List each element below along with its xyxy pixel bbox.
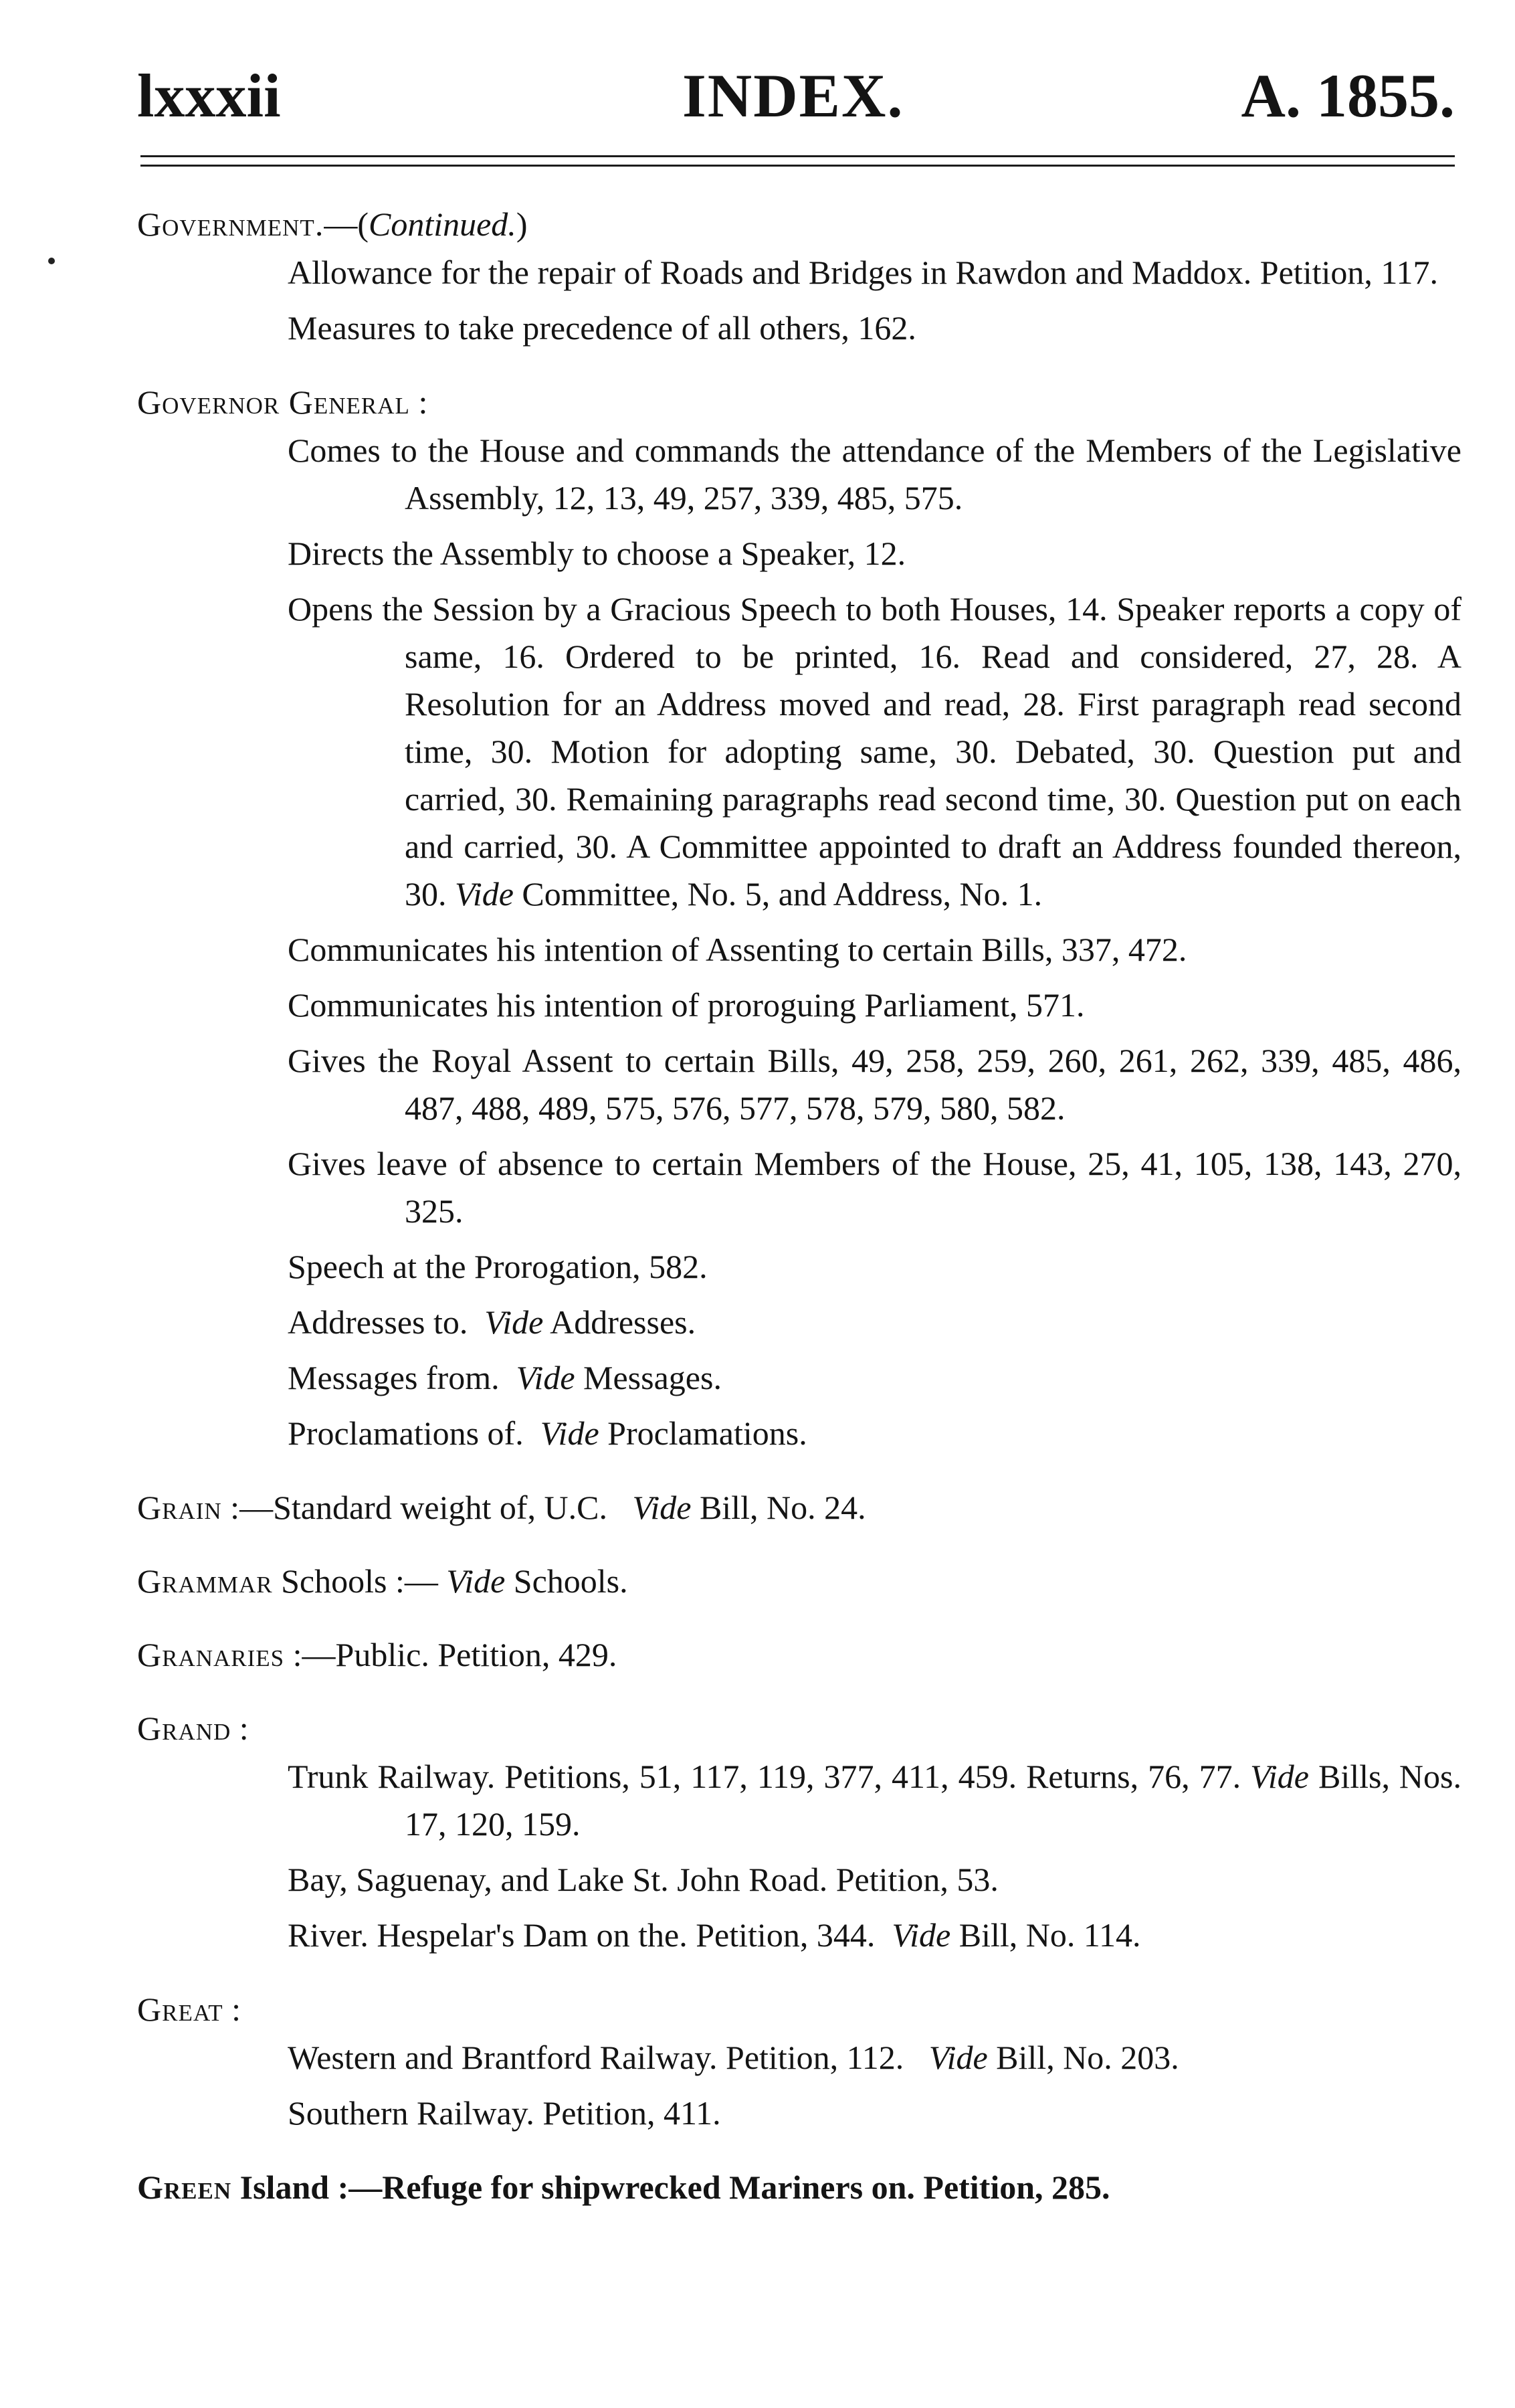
- heading-green-island: Green Island :—Refuge for shipwrecked Mariners on. Petition, 285.: [137, 2168, 1110, 2206]
- heading-governor-general: Governor General :: [137, 383, 428, 421]
- header-rule-bottom: [140, 165, 1455, 167]
- heading-term: Grammar: [137, 1562, 273, 1600]
- index-entry: [288, 1354, 1461, 1402]
- header-rule-top: [140, 155, 1455, 157]
- index-entry: [288, 1753, 1461, 1848]
- entry-text: Addresses.: [550, 1303, 696, 1341]
- heading-term: Granaries: [137, 1636, 285, 1673]
- index-body: [137, 201, 1461, 2211]
- index-entry: [288, 1299, 1461, 1346]
- entry-text: Refuge for shipwrecked Mariners on. Petition, 285.: [382, 2168, 1110, 2206]
- vide-ref: Vide: [632, 1489, 692, 1526]
- entry-text: Schools.: [513, 1562, 628, 1600]
- index-entry: Speech at the Prorogation, 582.: [288, 1248, 708, 1285]
- heading-government: Government.—(Continued.): [137, 205, 528, 243]
- continued-label: Continued.: [368, 205, 516, 243]
- index-entry: [288, 1912, 1461, 1959]
- page-number: lxxxii: [137, 62, 281, 130]
- index-entry: Gives the Royal Assent to certain Bills, 49, 258, 259, 260, 261, 262, 339, 485, 486, 487, 488, 489, 575, 576, 577, 578, 579, 580, 582.: [288, 1042, 1461, 1127]
- heading-term: Government.: [137, 205, 324, 243]
- entry-text: Committee, No. 5, and Address, No. 1.: [522, 875, 1043, 913]
- page-year: A. 1855.: [1241, 62, 1455, 130]
- entry-text: Bills, Nos. 17, 120, 159.: [405, 1758, 1461, 1843]
- heading-term: Green: [137, 2168, 232, 2206]
- heading-term: Great: [137, 1990, 223, 2028]
- heading-granaries: Granaries :—Public. Petition, 429.: [137, 1636, 617, 1673]
- vide-ref: Vide: [484, 1303, 544, 1341]
- entry-text: Standard weight of, U.C.: [273, 1489, 608, 1526]
- vide-ref: Vide: [516, 1359, 575, 1396]
- heading-grain: Grain :—Standard weight of, U.C. Vide Bill, No. 24.: [137, 1489, 866, 1526]
- index-entry: Allowance for the repair of Roads and Bridges in Rawdon and Maddox. Petition, 117.: [288, 254, 1439, 291]
- entry-text: Trunk Railway. Petitions, 51, 117, 119, 377, 411, 459. Returns, 76, 77.: [288, 1758, 1241, 1795]
- vide-ref: Vide: [1250, 1758, 1309, 1795]
- entry-text: Messages from.: [288, 1359, 500, 1396]
- entry-text: Bill, No. 24.: [699, 1489, 866, 1526]
- entry-text: Bill, No. 203.: [996, 2039, 1179, 2076]
- entry-text: Proclamations of.: [288, 1414, 524, 1452]
- heading-grammar-schools: Grammar Schools :— Vide Schools.: [137, 1562, 628, 1600]
- entry-text: Proclamations.: [607, 1414, 807, 1452]
- heading-term: Grand: [137, 1709, 231, 1747]
- heading-grand: Grand :: [137, 1709, 249, 1747]
- entry-text: Messages.: [583, 1359, 722, 1396]
- page-header: [137, 47, 1455, 130]
- entry-text: Public. Petition, 429.: [335, 1636, 617, 1673]
- index-entry: Communicates his intention of proroguing Parliament, 571.: [288, 986, 1085, 1024]
- heading-term: Governor General: [137, 383, 410, 421]
- page-title: INDEX.: [682, 62, 904, 130]
- index-entry: Bay, Saguenay, and Lake St. John Road. Petition, 53.: [288, 1861, 999, 1898]
- heading-term-rest: Schools: [281, 1562, 387, 1600]
- margin-dot: [48, 258, 55, 264]
- index-entry: [288, 585, 1461, 918]
- index-entry: Gives leave of absence to certain Members of the House, 25, 41, 105, 138, 143, 270, 325.: [288, 1145, 1461, 1230]
- vide-ref: Vide: [446, 1562, 506, 1600]
- vide-ref: Vide: [892, 1916, 951, 1954]
- entry-text: Addresses to.: [288, 1303, 468, 1341]
- heading-great: Great :: [137, 1990, 241, 2028]
- index-entry: Measures to take precedence of all others, 162.: [288, 309, 916, 347]
- entry-text: Western and Brantford Railway. Petition, 112.: [288, 2039, 904, 2076]
- heading-term-rest: Island: [239, 2168, 330, 2206]
- index-entry: Directs the Assembly to choose a Speaker, 12.: [288, 535, 906, 572]
- vide-ref: Vide: [455, 875, 514, 913]
- vide-ref: Vide: [540, 1414, 599, 1452]
- vide-ref: Vide: [928, 2039, 988, 2076]
- index-entry: [288, 1410, 1461, 1457]
- index-entry: [288, 2034, 1461, 2081]
- entry-text: Opens the Session by a Gracious Speech to both Houses, 14. Speaker reports a copy of same, 16. Ordered to be printed, 16. Read and considered, 27, 28. A Resolution for an Address moved and read, 28. First paragraph read second time, 30. Motion for adopting same, 30. Debated, 30. Question put and carried, 30. Remaining paragraphs read second time, 30. Question put on each and carried, 30. A Committee appointed to draft an Address founded thereon, 30.: [288, 590, 1461, 913]
- index-entry: Comes to the House and commands the attendance of the Members of the Legislative Assembly, 12, 13, 49, 257, 339, 485, 575.: [288, 432, 1461, 517]
- heading-term: Grain: [137, 1489, 222, 1526]
- index-entry: Communicates his intention of Assenting to certain Bills, 337, 472.: [288, 931, 1187, 968]
- entry-text: River. Hespelar's Dam on the. Petition, 344.: [288, 1916, 876, 1954]
- index-entry: Southern Railway. Petition, 411.: [288, 2094, 721, 2132]
- entry-text: Bill, No. 114.: [958, 1916, 1141, 1954]
